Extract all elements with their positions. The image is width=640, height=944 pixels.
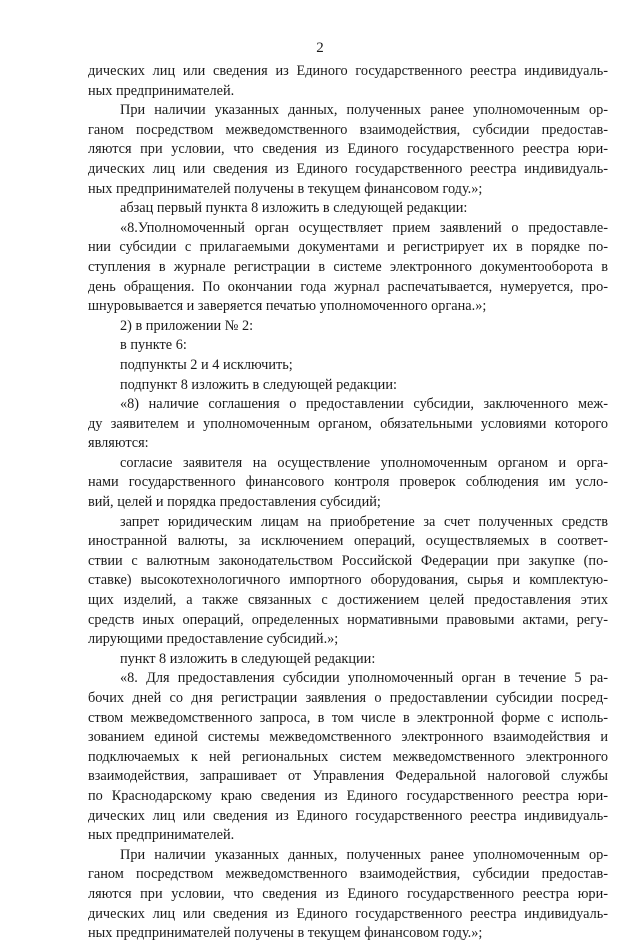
page-number: 2 xyxy=(316,40,324,56)
text-line: дических лиц или сведения из Единого государственного реестра индивидуаль- xyxy=(88,160,608,177)
text-line: лирующими предоставление субсидий.»; xyxy=(88,631,339,648)
text-line: вий, целей и порядка предоставления субсидий; xyxy=(88,494,381,511)
text-line: иностранной валюты, за исключением операций, осуществляемых в соответ- xyxy=(88,533,608,550)
text-line: по Краснодарскому краю сведения из Единого государственного реестра юри- xyxy=(88,787,608,804)
text-line: нии субсидии с прилагаемыми документами и регистрирует их в порядке по- xyxy=(88,239,608,256)
text-line: ганом посредством межведомственного взаимодействия, субсидии предостав- xyxy=(88,121,608,138)
text-line: При наличии указанных данных, полученных ранее уполномоченным ор- xyxy=(120,846,608,863)
text-line: пункт 8 изложить в следующей редакции: xyxy=(120,650,376,667)
text-line: подпункт 8 изложить в следующей редакции: xyxy=(120,376,397,393)
text-line: средств иных операций, определенных нормативными правовыми актами, регу- xyxy=(88,611,608,628)
text-line: ганом посредством межведомственного взаимодействия, субсидии предостав- xyxy=(88,866,608,883)
text-line: запрет юридическим лицам на приобретение за счет полученных средств xyxy=(120,513,608,530)
text-line: шнуровывается и заверяется печатью уполномоченного органа.»; xyxy=(88,298,487,315)
text-line: дических лиц или сведения из Единого государственного реестра индивидуаль- xyxy=(88,905,608,922)
text-line: согласие заявителя на осуществление уполномоченным органом и орга- xyxy=(120,454,608,471)
text-line: ступления в журнале регистрации в системе электронного документооборота в xyxy=(88,258,608,275)
text-line: «8. Для предоставления субсидии уполномоченный орган в течение 5 ра- xyxy=(120,670,608,687)
text-line: ством межведомственного запроса, в том числе в электронной форме с исполь- xyxy=(88,709,608,726)
text-line: ставке) высокотехнологичного импортного оборудования, сырья и комплектую- xyxy=(88,572,608,589)
text-line: нами государственного финансового контроля проверок соблюдения им усло- xyxy=(88,474,608,491)
text-line: щих изделий, а также связанных с достижением целей предоставления этих xyxy=(88,592,608,609)
text-line: дических лиц или сведения из Единого государственного реестра индивидуаль- xyxy=(88,63,608,79)
text-line: При наличии указанных данных, полученных ранее уполномоченным ор- xyxy=(120,102,608,119)
text-line: 2) в приложении № 2: xyxy=(120,317,254,334)
text-line: ляются при условии, что сведения из Единого государственного реестра юри- xyxy=(88,141,608,158)
text-line: «8.Уполномоченный орган осуществляет прием заявлений о предоставле- xyxy=(120,219,608,236)
text-line: подключаемых к ней региональных систем межведомственного электронного xyxy=(88,748,608,765)
text-line: бочих дней со дня регистрации заявления о предоставлении субсидии посред- xyxy=(88,690,608,706)
text-line: подпункты 2 и 4 исключить; xyxy=(120,356,293,373)
text-line: ляются при условии, что сведения из Единого государственного реестра юри- xyxy=(88,885,608,902)
text-line: день обращения. По окончании года журнал распечатывается, нумеруется, про- xyxy=(88,278,608,295)
text-line: в пункте 6: xyxy=(120,337,187,354)
document-body xyxy=(88,62,608,944)
text-line: взаимодействия, запрашивает от Управления Федеральной налоговой службы xyxy=(88,768,608,785)
text-line: абзац первый пункта 8 изложить в следующей редакции: xyxy=(120,200,468,217)
text-line: ных предпринимателей. xyxy=(88,827,235,844)
text-line: ных предпринимателей получены в текущем финансовом году.»; xyxy=(88,925,483,942)
text-line: являются: xyxy=(88,435,149,452)
text-line: «8) наличие соглашения о предоставлении субсидии, заключенного меж- xyxy=(120,396,608,413)
text-line: ду заявителем и уполномоченным органом, обязательными условиями которого xyxy=(88,415,608,432)
text-line: ствии с валютным законодательством Российской Федерации при закупке (по- xyxy=(88,552,608,569)
text-line: ных предпринимателей получены в текущем финансовом году.»; xyxy=(88,180,483,197)
text-line: ных предпринимателей. xyxy=(88,82,235,99)
text-line: зованием единой системы межведомственного электронного взаимодействия и xyxy=(88,729,608,746)
text-line: дических лиц или сведения из Единого государственного реестра индивидуаль- xyxy=(88,807,608,824)
